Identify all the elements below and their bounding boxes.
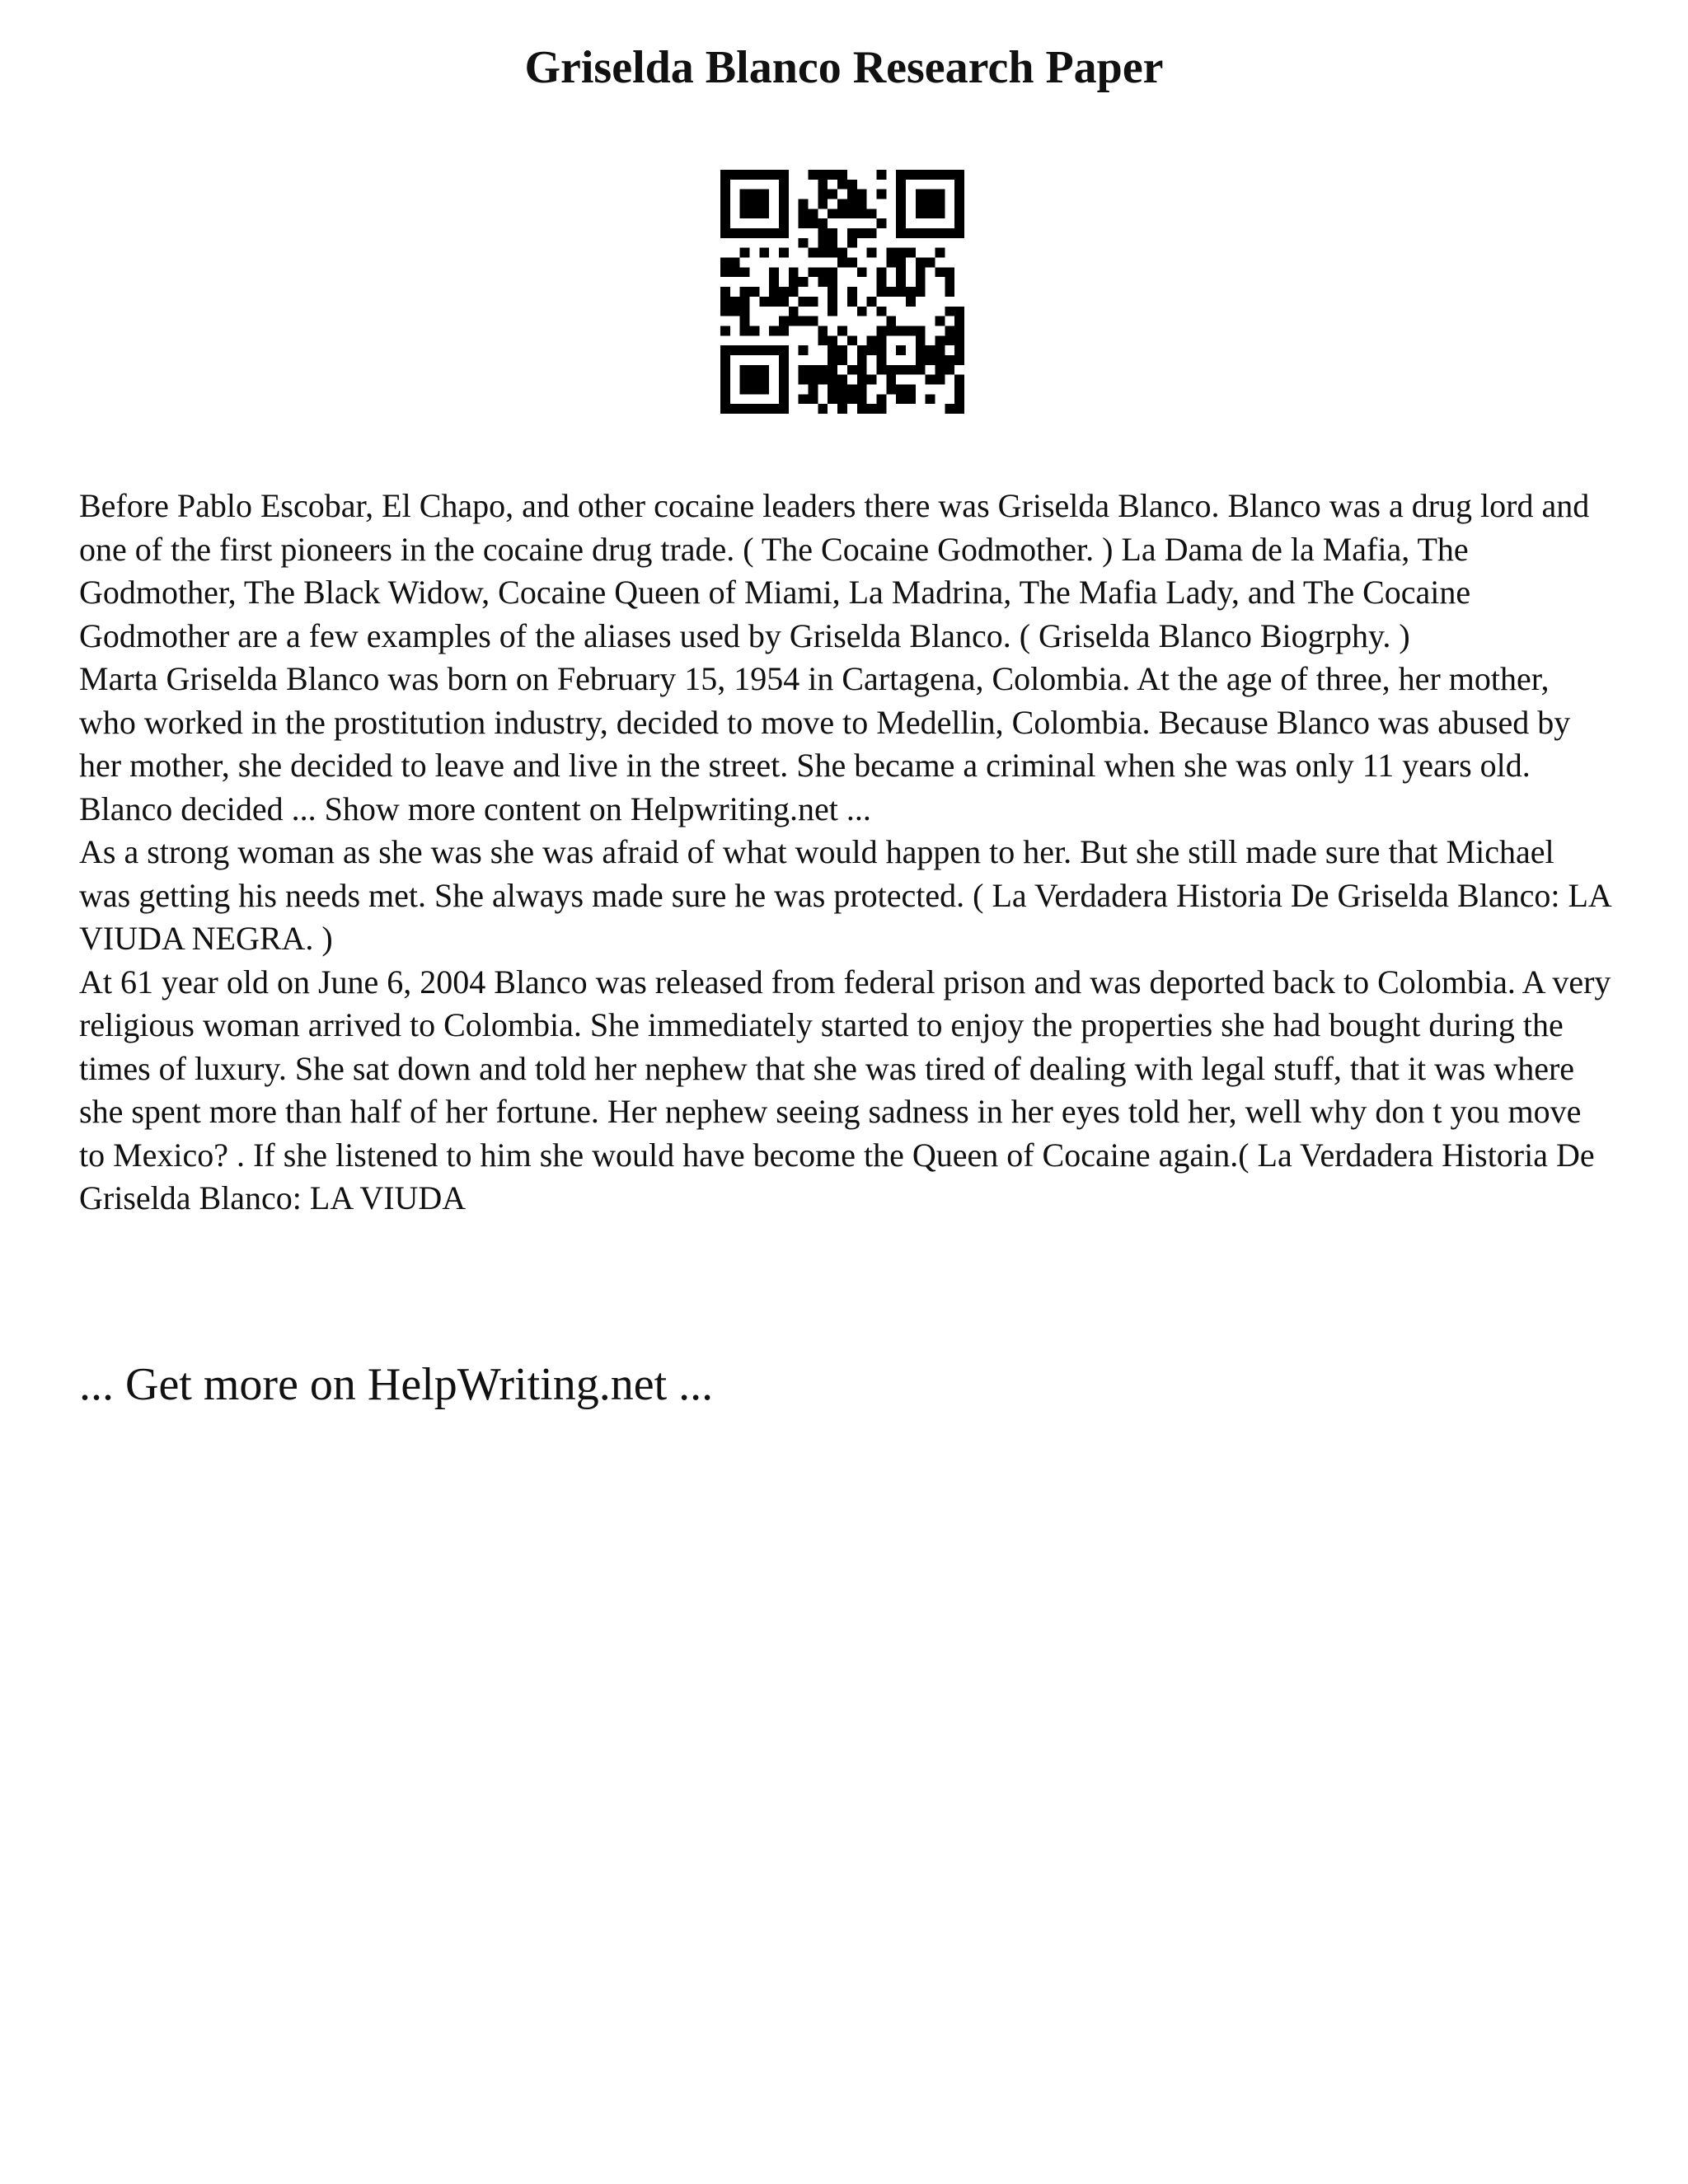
paragraph-1: Before Pablo Escobar, El Chapo, and other cocaine leaders there was Griselda Blanco. Blanco was a drug lord and one of the first pioneers in the cocaine drug trade. ( The Cocaine Godmother. ) La Dama de la Mafia, The Godmother, The Black Widow, Cocaine Queen of Miami, La Madrina, The Mafia Lady, and The Cocaine Godmother are a few examples of the aliases used by Griselda Blanco. ( Griselda Blanco Biogrphy. ) (79, 487, 1590, 654)
page-title: Griselda Blanco Research Paper (524, 42, 1164, 93)
document-body (79, 485, 1612, 1221)
paragraph-3: As a strong woman as she was she was afraid of what would happen to her. But she still made sure that Michael was getting his needs met. She always made sure he was protected. ( La Verdadera Historia De Griselda Blanco: LA VIUDA NEGRA. ) (79, 833, 1611, 957)
paragraph-2: Marta Griselda Blanco was born on February 15, 1954 in Cartagena, Colombia. At the age of three, her mother, who worked in the prostitution industry, decided to move to Medellin, Colombia. Because Blanco was abused by her mother, she decided to leave and live in the street. She became a criminal when she was only 11 years old. Blanco decided ... Show more content on Helpwriting.net ... (79, 660, 1571, 827)
paragraph-4: At 61 year old on June 6, 2004 Blanco was released from federal prison and was deported back to Colombia. A very religious woman arrived to Colombia. She immediately started to enjoy the properties she had bought during the times of luxury. She sat down and told her nephew that she was tired of dealing with legal stuff, that it was where she spent more than half of her fortune. Her nephew seeing sadness in her eyes told her, well why don t you move to Mexico? . If she listened to him she would have become the Queen of Cocaine again.( La Verdadera Historia De Griselda Blanco: LA VIUDA (79, 963, 1611, 1216)
qr-code-icon (720, 170, 964, 414)
get-more-link[interactable]: ... Get more on HelpWriting.net ... (79, 1359, 714, 1410)
